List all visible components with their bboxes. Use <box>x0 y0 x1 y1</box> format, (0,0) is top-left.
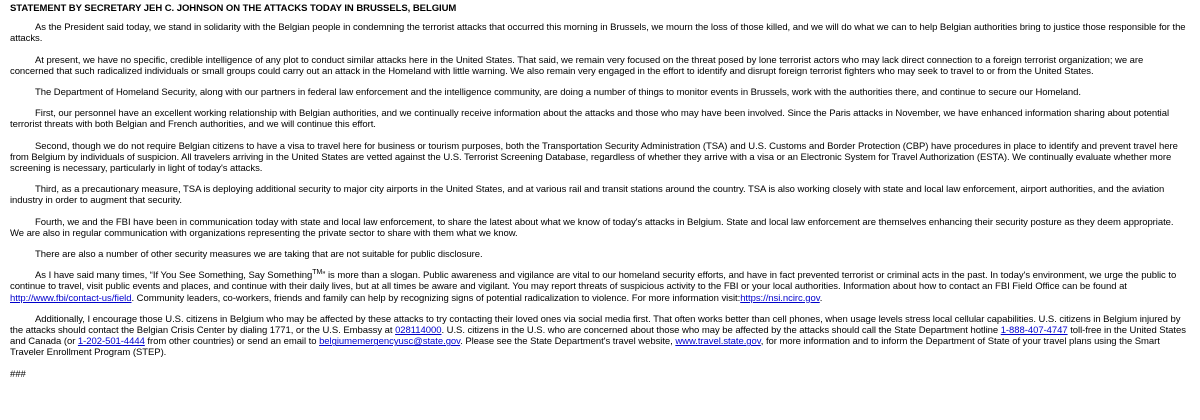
embassy-phone-link[interactable]: 028114000 <box>395 325 442 337</box>
paragraph-dhs-actions: The Department of Homeland Security, along with our partners in federal law enforcement and the intelligence community, are doing a number of things to monitor events in Brussels, work with the authorities there, and continue to secure our Homeland. <box>35 87 1081 99</box>
fbi-field-office-link[interactable]: http://www.fbi/contact-us/field <box>10 292 132 304</box>
see-something-body: is more than a slogan. Public awareness and vigilance are vital to our homeland security efforts, and have in fact prevented terrorist or criminal acts in the past. In today's environment, we urge the public to continue to travel, visit public events and places, and continue with their daily lives, but at all times be aware and vigilant. You may report threats of suspicious activity to the FBI or your local authorities. Information about how to contact an FBI Field Office can be found at <box>10 270 1177 293</box>
contact-part1: Additionally, I encourage those U.S. citizens in Belgium who may be affected by these attacks to try contacting their loved ones via social media first. That often works better than cell phones, when usage levels stress local cellular capabilities. U.S. citizens in Belgium injured by the attacks should contact the Belgian Crisis Center by dialing 1771, or the U.S. Embassy at <box>10 313 1181 337</box>
quote-end: ” <box>322 270 326 282</box>
contact-part6: , for more information and to inform the Department of State of your travel plans using the Smart Traveler Enrollment Program (STEP). <box>10 336 1160 359</box>
nsi-link[interactable]: https://nsi.ncirc.gov <box>740 292 820 304</box>
international-phone-link[interactable]: 1-202-501-4444 <box>77 336 145 348</box>
see-something-intro: As I have said many times, “If You See Something, Say Something <box>35 270 313 282</box>
paragraph-third: Third, as a precautionary measure, TSA is deploying additional security to major city airports in the United States, and at various rail and transit stations around the country. TSA is also working closely with state and local law enforcement, airport authorities, and the aviation industry in order to augment that security. <box>10 184 1165 207</box>
paragraph-contact-info <box>10 314 1188 359</box>
travel-website-link[interactable]: www.travel.state.gov <box>675 336 761 348</box>
see-something-mid: . Community leaders, co-workers, friends and family can help by recognizing signs of potential radicalization to violence. For more information visit: <box>131 292 741 304</box>
statement-title: STATEMENT BY SECRETARY JEH C. JOHNSON ON THE ATTACKS TODAY IN BRUSSELS, BELGIUM <box>10 3 457 14</box>
paragraph-fourth: Fourth, we and the FBI have been in communication today with state and local law enforcement, to share the latest about what we know of today's attacks in Belgium. State and local law enforcement are themselves enhancing their security posture as they deem appropriate. We are also in regular communication with organizations representing the private sector to share with them what we know. <box>10 216 1174 239</box>
trademark-mark: TM <box>312 269 323 277</box>
contact-part2: . U.S. citizens in the U.S. who are concerned about those who may be affected by the attacks should call the State Department hotline <box>441 325 1001 337</box>
see-something-end: . <box>819 292 823 304</box>
contact-part3: toll-free in the United States and Canada (or <box>10 325 1186 348</box>
emergency-email-link[interactable]: belgiumemergencyusc@state.gov <box>319 336 461 348</box>
paragraph-threat-assessment: At present, we have no specific, credible intelligence of any plot to conduct similar attacks here in the United States. That said, we remain very focused on the threat posed by lone terrorist actors who may lack direct connection to a foreign terrorist organization; we are concerned that such radicalized individuals or small groups could carry out an attack in the Homeland with little warning. We also remain very engaged in the effort to identify and disrupt foreign terrorist fighters who may seek to travel to or from the United States. <box>10 54 1144 77</box>
paragraph-solidarity: As the President said today, we stand in solidarity with the Belgian people in condemning the terrorist attacks that occurred this morning in Brussels, we mourn the loss of those killed, and we will do what we can to help Belgian authorities bring to justice those responsible for the attacks. <box>10 22 1186 45</box>
contact-part5: . Please see the State Department's travel website, <box>460 336 676 348</box>
hotline-phone-link[interactable]: 1-888-407-4747 <box>1000 325 1068 337</box>
paragraph-other-measures: There are also a number of other security measures we are taking that are not suitable for public disclosure. <box>35 249 483 261</box>
paragraph-first: First, our personnel have an excellent working relationship with Belgian authorities, and we continually receive information about the attacks and those who may have been involved. Since the Paris attacks in November, we have enhanced information sharing about potential terrorist threats with both Belgian and French authorities, and we will continue this effort. <box>10 108 1170 131</box>
end-mark: ### <box>10 368 26 380</box>
paragraph-second: Second, though we do not require Belgian citizens to have a visa to travel here for business or tourism purposes, both the Transportation Security Administration (TSA) and U.S. Customs and Border Protection (CBP) have procedures in place to identify and prevent travel here from Belgium by individuals of suspicion. All travelers arriving in the United States are vetted against the U.S. Terrorist Screening Database, regardless of whether they arrive with a visa or an Electronic System for Travel Authorization (ESTA). We continually evaluate whether more screening is necessary, particularly in light of today's attacks. <box>10 140 1178 175</box>
contact-part4: from other countries) or send an email to <box>144 336 320 348</box>
paragraph-see-something <box>10 270 1188 304</box>
